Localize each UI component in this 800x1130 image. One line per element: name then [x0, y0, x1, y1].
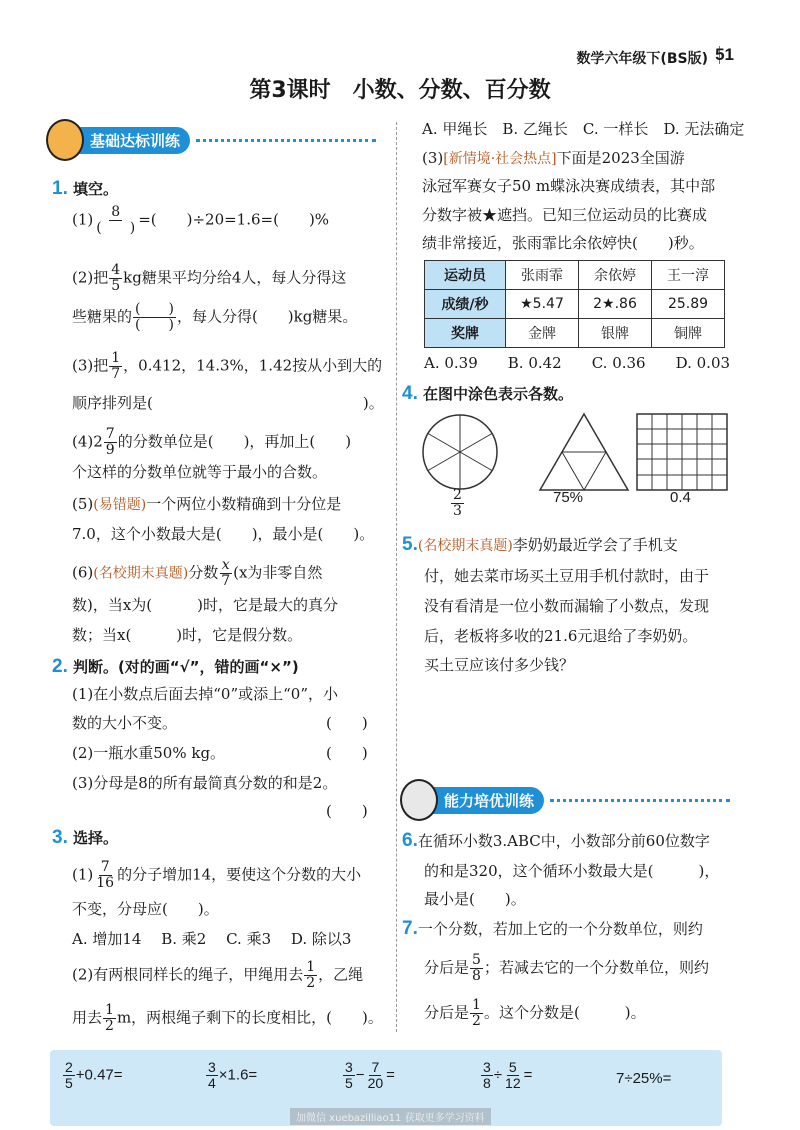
table-cell: 金牌 [506, 319, 579, 348]
lesson-title: 第3课时 小数、分数、百分数 [249, 78, 551, 103]
q2-answer-paren-3: ( ) [326, 802, 368, 820]
q1-line4: (3)把 $\frac{1}{7}$ ，0.412，14.3%，1.42按从小到大的 [72, 350, 383, 382]
table-cell: 25.89 [652, 290, 725, 319]
calc-2: $\frac{3}{4}$ ×1.6= [208, 1059, 258, 1091]
table-cell: 奖牌 [425, 319, 506, 348]
q7-line1: 7.一个分数，若加上它的一个分数单位，则约 [402, 918, 703, 939]
table-cell: ★5.47 [506, 290, 579, 319]
q3-3-line2: 泳冠军赛女子50 m蝶泳决赛成绩表，其中部 [422, 177, 716, 195]
cat-mascot-icon [46, 119, 84, 161]
section-label: 能力培优训练 [430, 787, 544, 814]
q4-heading: 4. 在图中涂色表示各数。 [402, 383, 573, 404]
table-cell: 运动员 [425, 261, 506, 290]
q2-line4: (3)分母是8的所有最简真分数的和是2。 [72, 774, 338, 792]
grid-figure [637, 414, 727, 490]
q3-3-line3: 分数字被★遮挡。已知三位运动员的比赛成 [422, 206, 708, 224]
q3-line2: 不变，分母应( )。 [72, 900, 219, 918]
q1-line9: 7.0，这个小数最大是( )，最小是( )。 [72, 525, 375, 543]
tag-error-prone: (易错题) [93, 497, 147, 513]
page-number: 51 [715, 45, 734, 64]
circle-figure [423, 415, 497, 489]
q3-3-line1: (3)[新情境·社会热点]下面是2023全国游 [422, 149, 685, 167]
triangle-figure [540, 414, 628, 490]
q1-line10: (6)(名校期末真题)分数 $\frac{x}{7}$ (x为非零自然 [72, 557, 323, 589]
q1-line3: 些糖果的 $\frac{( )}{( )}$ ，每人分得( )kg糖果。 [72, 301, 358, 333]
q3-heading: 3. 选择。 [52, 827, 118, 848]
section-label: 基础达标训练 [76, 127, 190, 154]
q1-line1: (1) $\frac{8}{( )}$ =( )÷20=1.6=( )% [72, 204, 330, 236]
q3-options-1: A. 增加14 B. 乘2 C. 乘3 D. 除以3 [72, 930, 352, 948]
q2-heading: 2. 判断。(对的画“√”，错的画“×”) [52, 656, 299, 677]
watermark: 加微信 xuebazilliao11 获取更多学习资料 [290, 1108, 491, 1125]
q5-line5: 买土豆应该付多少钱？ [424, 656, 575, 674]
tag-exam: (名校期末真题) [93, 565, 189, 582]
calc-4: $\frac{3}{8}$ ÷ $\frac{5}{12}$ = [483, 1059, 533, 1091]
table-cell: 王一淳 [652, 261, 725, 290]
results-table [424, 260, 725, 348]
calc-3: $\frac{3}{5}$ − $\frac{7}{20}$ = [345, 1059, 395, 1091]
book-header: 数学六年级下(BS版) [576, 51, 708, 67]
table-cell: 成绩/秒 [425, 290, 506, 319]
q7-line3: 分后是 $\frac{1}{2}$ 。这个分数是( )。 [424, 997, 646, 1029]
dog-mascot-icon [400, 779, 438, 821]
q1-line11: 数)，当x为( )时，它是最大的真分 [72, 596, 339, 614]
q2-line2: 数的大小不变。 [72, 714, 178, 732]
column-divider [396, 122, 397, 1032]
shading-figures [420, 410, 730, 495]
table-cell: 余依婷 [579, 261, 652, 290]
q5-line2: 付，她去菜市场买土豆用手机付款时，由于 [424, 567, 710, 585]
q2-answer-paren-1: ( ) [326, 714, 368, 732]
q6-line1: 6.在循环小数3.ABC中，小数部分前60位数字 [402, 830, 710, 851]
q5-line1: 5.(名校期末真题)李奶奶最近学会了手机支 [402, 534, 678, 555]
q3-options-3: A. 0.39 B. 0.42 C. 0.36 D. 0.03 [424, 354, 731, 372]
q1-line12: 数；当x( )时，它是假分数。 [72, 626, 303, 644]
q1-number: 1. [52, 178, 68, 199]
q7-line2: 分后是 $\frac{5}{8}$ ；若减去它的一个分数单位，则约 [424, 952, 709, 984]
q1-line7: 个这样的分数单位就等于最小的合数。 [72, 463, 328, 481]
caption-grid: 0.4 [670, 489, 691, 506]
table-row [425, 261, 725, 290]
dotted-rule [196, 139, 376, 142]
caption-circle: $\frac{2}{3}$ [453, 487, 462, 519]
table-row [425, 319, 725, 348]
q1-line8: (5)(易错题)一个两位小数精确到十分位是 [72, 495, 342, 513]
q1-line6: (4)2 $\frac{7}{9}$ 的分数单位是( )，再加上( ) [72, 426, 352, 458]
table-cell: 铜牌 [652, 319, 725, 348]
q5-line3: 没有看清是一位小数而漏输了小数点，发现 [424, 597, 710, 615]
dotted-rule [550, 799, 730, 802]
q6-line2: 的和是320，这个循环小数最大是( )， [424, 862, 720, 880]
caption-triangle: 75% [553, 489, 584, 506]
q1-heading [52, 178, 118, 200]
q1-line5: 顺序排列是( )。 [72, 394, 384, 412]
q2-line3: (2)一瓶水重50% kg。 [72, 744, 226, 762]
tag-new-context: [新情境·社会热点] [443, 151, 557, 167]
table-cell: 银牌 [579, 319, 652, 348]
q6-line3: 最小是( )。 [424, 890, 526, 908]
table-row [425, 290, 725, 319]
q1-line2: (2)把 $\frac{4}{5}$ kg糖果平均分给4人，每人分得这 [72, 262, 347, 294]
q1-title: 填空。 [72, 180, 118, 198]
calc-5: 7÷25%= [616, 1070, 672, 1087]
tag-exam: (名校期末真题) [417, 538, 513, 554]
q3-3-line4: 绩非常接近，张雨霏比余依婷快( )秒。 [422, 234, 704, 252]
table-cell: 2★.86 [579, 290, 652, 319]
q3-line1: (1) $\frac{7}{16}$ 的分子增加14，要使这个分数的大小 [72, 859, 362, 891]
section-banner-basic [46, 125, 376, 155]
calc-1: $\frac{2}{5}$ +0.47= [65, 1059, 123, 1091]
q3-options-2: A. 甲绳长 B. 乙绳长 C. 一样长 D. 无法确定 [422, 120, 745, 138]
q2-answer-paren-2: ( ) [326, 744, 368, 762]
q2-line1: (1)在小数点后面去掉“0”或添上“0”，小 [72, 685, 339, 703]
q3-line5: 用去 $\frac{1}{2}$ m，两根绳子剩下的长度相比，( )。 [72, 1002, 383, 1034]
table-cell: 张雨霏 [506, 261, 579, 290]
left-column [46, 125, 376, 155]
q3-line4: (2)有两根同样长的绳子，甲绳用去 $\frac{1}{2}$ ，乙绳 [72, 959, 364, 991]
q5-line4: 后，老板将多收的21.6元退给了李奶奶。 [424, 627, 698, 645]
section-banner-advanced [400, 785, 730, 815]
